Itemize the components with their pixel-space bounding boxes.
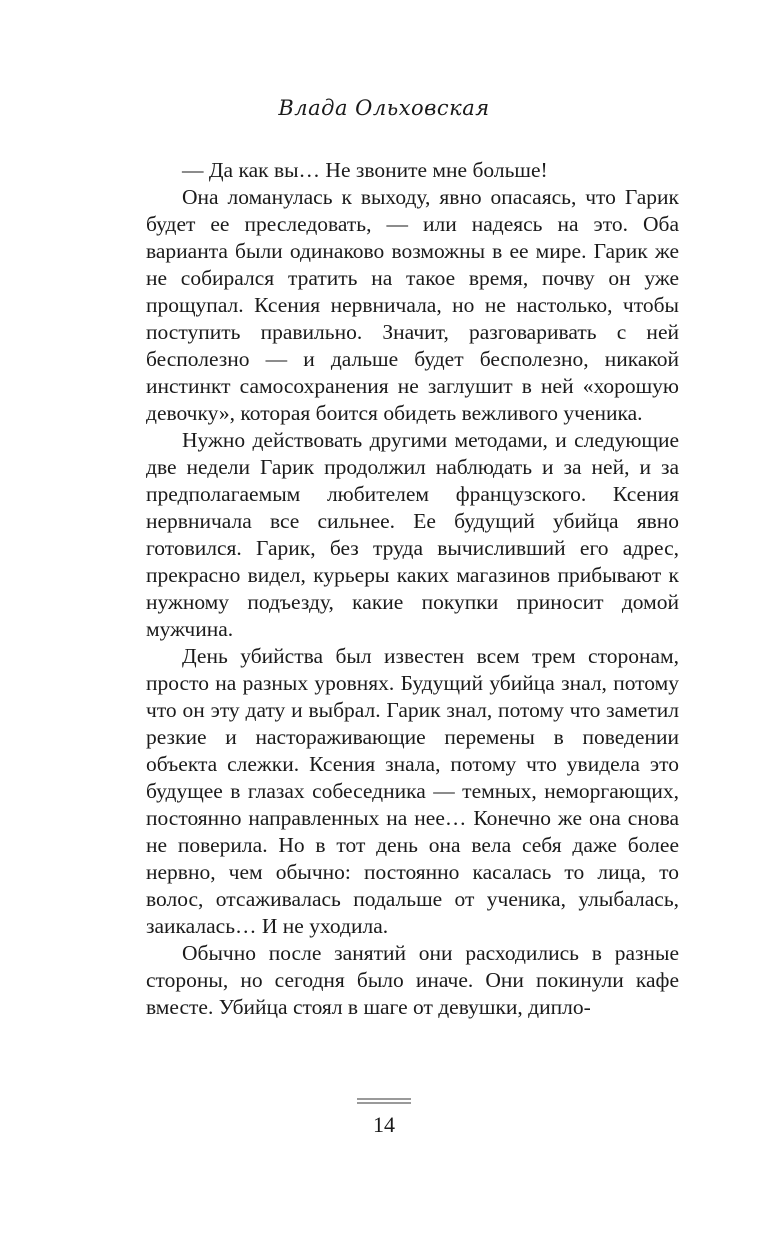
paragraph-4: День убийства был известен всем трем сторонам, просто на разных уровнях. Будущий убийца знал, потому что он эту дату и выбрал. Гарик знал, потому что заметил резкие и настораживающие перемены в поведении объекта слежки. Ксения знала, потому что увидела это будущее в глазах собеседника — темных, неморгающих, постоянно направленных на нее… Конечно же она снова не поверила. Но в тот день она вела себя даже более нервно, чем обычно: постоянно касалась то лица, то волос, отсаживалась подальше от ученика, улыбалась, заикалась… И не уходила. bbox=[146, 644, 679, 938]
paragraph-2: Она ломанулась к выходу, явно опасаясь, что Гарик будет ее преследовать, — или надеясь на это. Оба варианта были одинаково возможны в ее мире. Гарик же не собирался тратить на такое время, почву он уже прощупал. Ксения нервничала, но не настолько, чтобы поступить правильно. Значит, разговаривать с ней бесполезно — и дальше будет бесполезно, никакой инстинкт самосохранения не заглушит в ней «хорошую девочку», которая боится обидеть вежливого ученика. bbox=[146, 185, 679, 425]
paragraph-5: Обычно после занятий они расходились в разные стороны, но сегодня было иначе. Они покинули кафе вместе. Убийца стоял в шаге от девушки, дипло- bbox=[146, 941, 679, 1019]
page-number: 14 bbox=[373, 1112, 395, 1137]
page-footer bbox=[0, 1098, 768, 1138]
body-text bbox=[146, 157, 679, 1021]
folio-decorative-rule bbox=[357, 1098, 411, 1104]
paragraph-1: — Да как вы… Не звоните мне больше! bbox=[182, 158, 548, 182]
running-header-author: Влада Ольховская bbox=[278, 96, 490, 120]
paragraph-3: Нужно действовать другими методами, и следующие две недели Гарик продолжил наблюдать и за ней, и за предполагаемым любителем французского. Ксения нервничала все сильнее. Ее будущий убийца явно готовился. Гарик, без труда вычисливший его адрес, прекрасно видел, курьеры каких магазинов прибывают к нужному подъезду, какие покупки приносит домой мужчина. bbox=[146, 428, 679, 641]
